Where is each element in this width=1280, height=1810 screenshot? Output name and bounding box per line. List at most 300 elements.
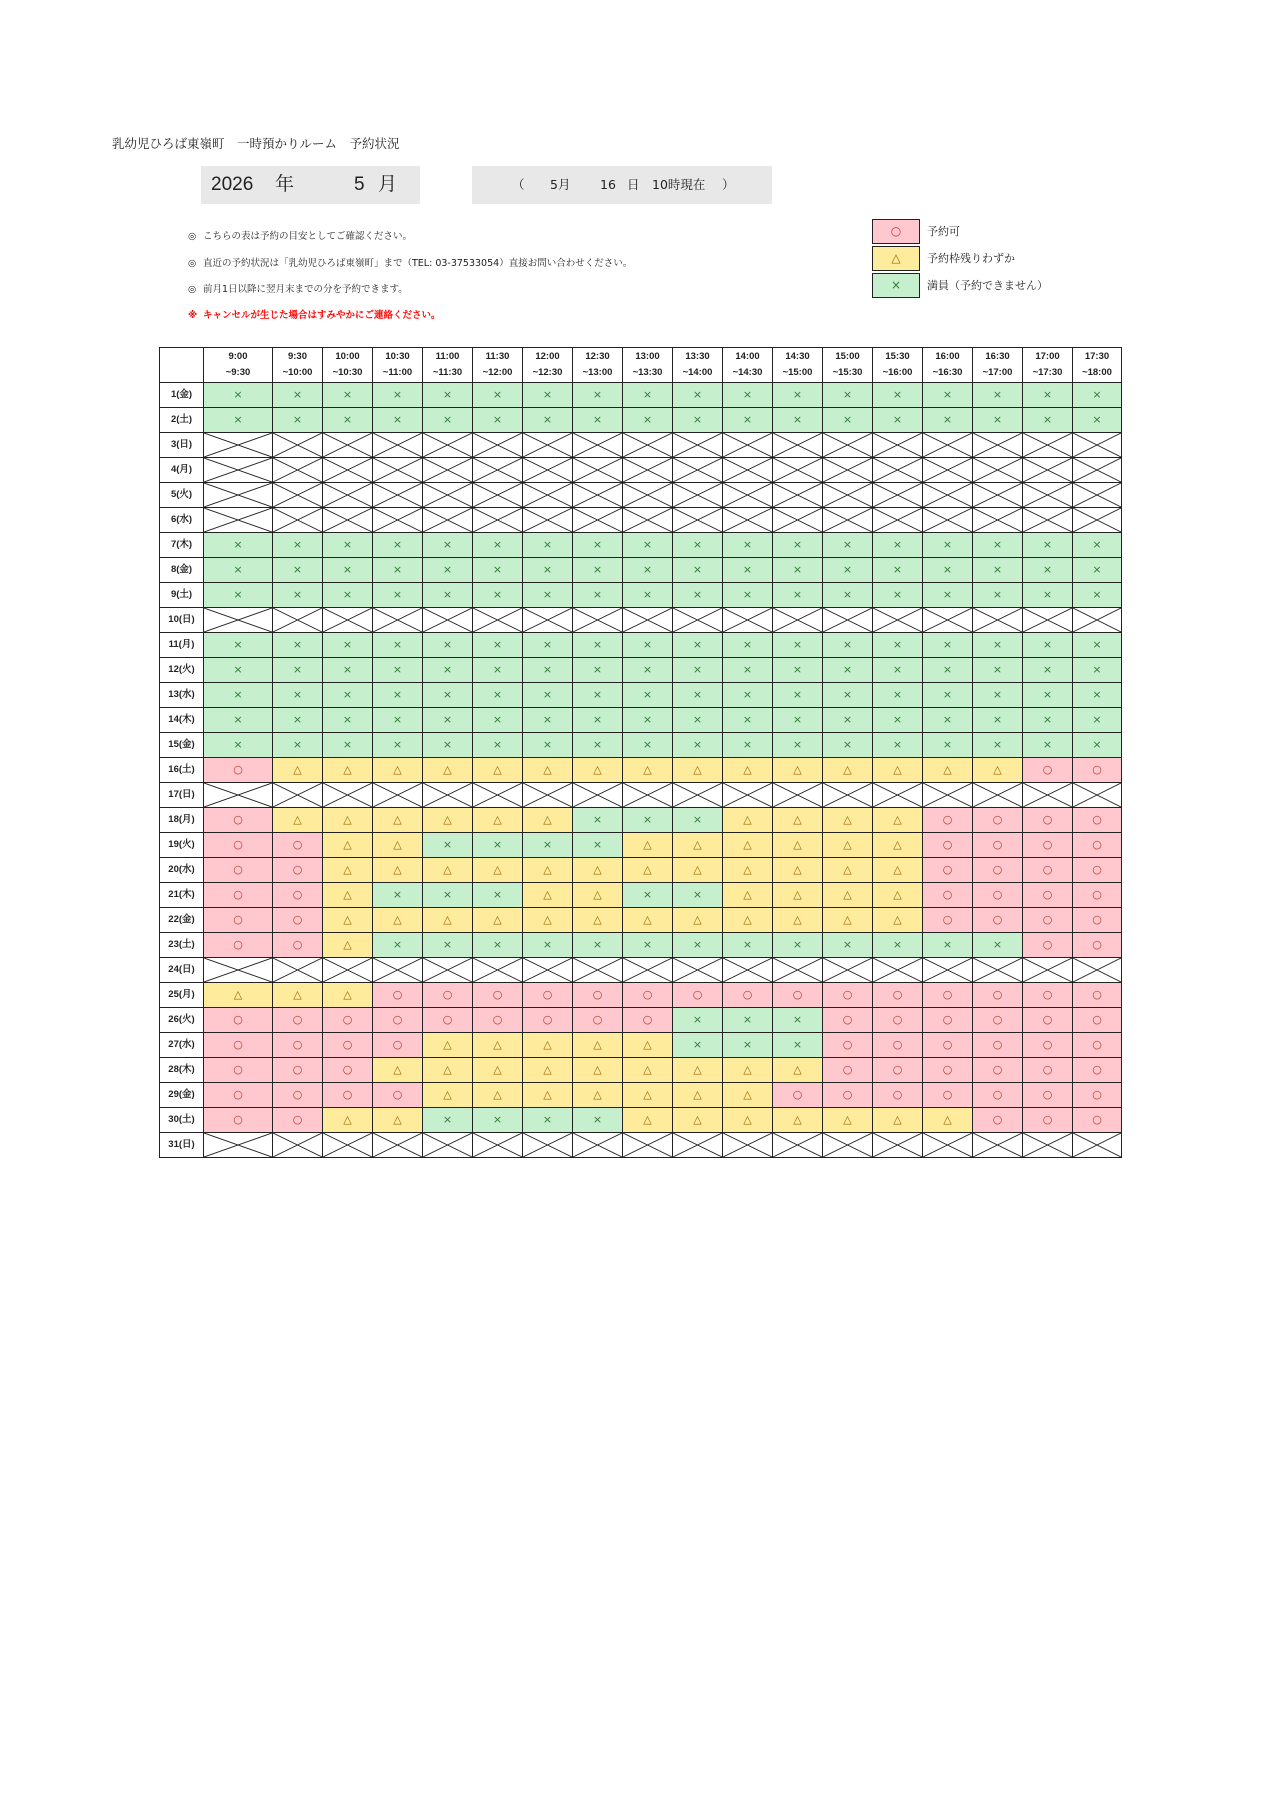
available-cell: ○: [823, 1058, 873, 1083]
closed-cell: [423, 608, 473, 633]
closed-cell: [923, 433, 973, 458]
few-left-cell: △: [573, 1083, 623, 1108]
full-cell: ×: [623, 583, 673, 608]
closed-cross-icon: [673, 958, 722, 982]
available-cell: ○: [1023, 1083, 1073, 1108]
closed-cell: [1023, 608, 1073, 633]
full-cell: ×: [523, 833, 573, 858]
available-cell: ○: [973, 1083, 1023, 1108]
closed-cell: [823, 1133, 873, 1158]
few-left-cell: △: [323, 808, 373, 833]
closed-cell: [1023, 458, 1073, 483]
day-label: 12(火): [160, 658, 204, 683]
full-cell: ×: [423, 708, 473, 733]
full-cell: ×: [573, 408, 623, 433]
available-cell: ○: [204, 833, 273, 858]
available-cell: ○: [273, 858, 323, 883]
few-left-cell: △: [823, 833, 873, 858]
closed-cross-icon: [623, 483, 672, 507]
time-slot-end: ~12:00: [482, 367, 513, 378]
few-left-cell: △: [573, 883, 623, 908]
full-cell: ×: [1073, 733, 1122, 758]
full-cell: ×: [723, 558, 773, 583]
full-cell: ×: [623, 733, 673, 758]
closed-cross-icon: [623, 958, 672, 982]
full-cell: ×: [1073, 558, 1122, 583]
month-value: 5: [354, 174, 365, 195]
full-cell: ×: [523, 558, 573, 583]
available-cell: ○: [323, 1033, 373, 1058]
closed-cell: [473, 1133, 523, 1158]
full-cell: ×: [723, 708, 773, 733]
full-cell: ×: [873, 658, 923, 683]
closed-cross-icon: [923, 783, 972, 807]
full-cell: ×: [204, 583, 273, 608]
full-cell: ×: [523, 633, 573, 658]
closed-cross-icon: [873, 1133, 922, 1157]
closed-cell: [204, 783, 273, 808]
full-cell: ×: [523, 933, 573, 958]
few-left-cell: △: [323, 883, 373, 908]
full-cell: ×: [873, 533, 923, 558]
closed-cell: [204, 958, 273, 983]
available-cell: ○: [973, 1008, 1023, 1033]
full-cell: ×: [823, 708, 873, 733]
few-left-cell: △: [823, 908, 873, 933]
available-cell: ○: [1023, 883, 1073, 908]
available-cell: ○: [1023, 983, 1073, 1008]
closed-cross-icon: [573, 458, 622, 482]
full-cell: ×: [973, 733, 1023, 758]
day-row: [160, 733, 1122, 758]
full-cell: ×: [423, 533, 473, 558]
available-cell: ○: [1073, 1008, 1122, 1033]
note-mark: ◎: [188, 284, 197, 295]
full-cell: ×: [923, 383, 973, 408]
closed-cell: [204, 1133, 273, 1158]
closed-cross-icon: [673, 458, 722, 482]
full-cell: ×: [973, 583, 1023, 608]
full-cell: ×: [423, 408, 473, 433]
closed-cell: [1023, 1133, 1073, 1158]
time-slot-end: ~14:00: [682, 367, 713, 378]
closed-cross-icon: [373, 608, 422, 632]
closed-cross-icon: [204, 433, 272, 457]
available-cell: ○: [204, 908, 273, 933]
day-row: [160, 508, 1122, 533]
few-left-cell: △: [323, 758, 373, 783]
available-cell: ○: [473, 1008, 523, 1033]
closed-cell: [873, 1133, 923, 1158]
full-cell: ×: [823, 933, 873, 958]
few-left-cell: △: [523, 1033, 573, 1058]
full-cell: ×: [823, 533, 873, 558]
closed-cross-icon: [373, 433, 422, 457]
time-slot-end: ~17:00: [982, 367, 1013, 378]
closed-cross-icon: [323, 1133, 372, 1157]
few-left-cell: △: [423, 1058, 473, 1083]
closed-cell: [204, 483, 273, 508]
closed-cross-icon: [1073, 608, 1121, 632]
closed-cell: [573, 483, 623, 508]
day-label: 26(火): [160, 1008, 204, 1033]
closed-cross-icon: [423, 508, 472, 532]
closed-cross-icon: [523, 508, 572, 532]
full-cell: ×: [573, 633, 623, 658]
closed-cell: [873, 958, 923, 983]
few-left-cell: △: [373, 758, 423, 783]
closed-cross-icon: [323, 783, 372, 807]
available-cell: ○: [923, 808, 973, 833]
closed-cell: [973, 483, 1023, 508]
full-cell: ×: [623, 708, 673, 733]
full-cell: ×: [204, 533, 273, 558]
time-slot-header: [423, 348, 473, 383]
closed-cell: [623, 433, 673, 458]
closed-cross-icon: [423, 783, 472, 807]
closed-cell: [523, 1133, 573, 1158]
full-cell: ×: [573, 558, 623, 583]
closed-cross-icon: [723, 958, 772, 982]
closed-cell: [823, 508, 873, 533]
closed-cell: [823, 483, 873, 508]
few-left-cell: △: [723, 858, 773, 883]
full-cell: ×: [1023, 533, 1073, 558]
day-label: 24(日): [160, 958, 204, 983]
note-text: 直近の予約状況は「乳幼児ひろば東嶺町」まで（TEL: 03-37533054）直接お問い合わせください。: [203, 258, 633, 269]
full-cell: ×: [873, 583, 923, 608]
closed-cross-icon: [1073, 508, 1121, 532]
full-cell: ×: [1073, 533, 1122, 558]
day-label: 16(土): [160, 758, 204, 783]
full-cell: ×: [923, 683, 973, 708]
closed-cross-icon: [773, 458, 822, 482]
full-cell: ×: [573, 683, 623, 708]
full-cell: ×: [423, 683, 473, 708]
closed-cell: [1073, 483, 1122, 508]
few-left-cell: △: [723, 1083, 773, 1108]
time-slot-header: [773, 348, 823, 383]
full-cell: ×: [573, 708, 623, 733]
available-cell: ○: [623, 1008, 673, 1033]
closed-cross-icon: [204, 1133, 272, 1157]
closed-cell: [204, 608, 273, 633]
available-cell: ○: [673, 983, 723, 1008]
closed-cross-icon: [573, 958, 622, 982]
closed-cell: [623, 483, 673, 508]
time-slot-start: 12:30: [585, 351, 610, 362]
time-slot-end: ~11:30: [432, 367, 463, 378]
year-label: 年: [275, 174, 295, 195]
available-cell: ○: [873, 1033, 923, 1058]
full-cell: ×: [673, 808, 723, 833]
few-left-cell: △: [323, 1108, 373, 1133]
closed-cell: [773, 508, 823, 533]
closed-cross-icon: [323, 483, 372, 507]
time-slot-start: 13:00: [635, 351, 660, 362]
full-cell: ×: [723, 658, 773, 683]
few-left-cell: △: [523, 808, 573, 833]
full-cell: ×: [623, 533, 673, 558]
closed-cross-icon: [273, 958, 322, 982]
legend-available-symbol: ○: [872, 219, 920, 244]
available-cell: ○: [1073, 1033, 1122, 1058]
few-left-cell: △: [723, 1058, 773, 1083]
full-cell: ×: [423, 583, 473, 608]
closed-cross-icon: [523, 1133, 572, 1157]
available-cell: ○: [623, 983, 673, 1008]
closed-cross-icon: [323, 608, 372, 632]
closed-cross-icon: [973, 433, 1022, 457]
available-cell: ○: [373, 983, 423, 1008]
closed-cell: [773, 1133, 823, 1158]
available-cell: ○: [204, 1108, 273, 1133]
closed-cross-icon: [973, 783, 1022, 807]
few-left-cell: △: [773, 883, 823, 908]
closed-cell: [423, 483, 473, 508]
closed-cell: [673, 458, 723, 483]
closed-cell: [973, 458, 1023, 483]
full-cell: ×: [673, 733, 723, 758]
closed-cell: [773, 483, 823, 508]
few-left-cell: △: [673, 1108, 723, 1133]
year-value: 2026: [211, 174, 254, 195]
closed-cell: [323, 608, 373, 633]
available-cell: ○: [923, 908, 973, 933]
full-cell: ×: [273, 408, 323, 433]
full-cell: ×: [473, 883, 523, 908]
day-label: 15(金): [160, 733, 204, 758]
full-cell: ×: [623, 658, 673, 683]
closed-cell: [923, 483, 973, 508]
full-cell: ×: [723, 1008, 773, 1033]
full-cell: ×: [973, 933, 1023, 958]
closed-cell: [673, 958, 723, 983]
closed-cell: [523, 433, 573, 458]
available-cell: ○: [823, 983, 873, 1008]
full-cell: ×: [773, 658, 823, 683]
day-label: 30(土): [160, 1108, 204, 1133]
few-left-cell: △: [673, 833, 723, 858]
full-cell: ×: [723, 533, 773, 558]
closed-cell: [423, 508, 473, 533]
few-left-cell: △: [323, 908, 373, 933]
few-left-cell: △: [373, 908, 423, 933]
closed-cross-icon: [773, 483, 822, 507]
day-row: [160, 833, 1122, 858]
available-cell: ○: [273, 1108, 323, 1133]
available-cell: ○: [923, 833, 973, 858]
time-slot-end: ~16:00: [882, 367, 913, 378]
day-row: [160, 408, 1122, 433]
full-cell: ×: [923, 408, 973, 433]
closed-cross-icon: [723, 508, 772, 532]
few-left-cell: △: [623, 833, 673, 858]
available-cell: ○: [1023, 758, 1073, 783]
day-row: [160, 633, 1122, 658]
closed-cell: [623, 1133, 673, 1158]
full-cell: ×: [204, 708, 273, 733]
full-cell: ×: [473, 408, 523, 433]
closed-cell: [573, 608, 623, 633]
closed-cross-icon: [473, 608, 522, 632]
closed-cross-icon: [923, 433, 972, 457]
full-cell: ×: [273, 633, 323, 658]
full-cell: ×: [573, 658, 623, 683]
closed-cell: [273, 1133, 323, 1158]
full-cell: ×: [273, 558, 323, 583]
available-cell: ○: [923, 1033, 973, 1058]
available-cell: ○: [273, 1033, 323, 1058]
full-cell: ×: [473, 383, 523, 408]
day-row: [160, 433, 1122, 458]
available-cell: ○: [204, 808, 273, 833]
full-cell: ×: [323, 683, 373, 708]
full-cell: ×: [204, 408, 273, 433]
closed-cell: [623, 508, 673, 533]
full-cell: ×: [1023, 658, 1073, 683]
full-cell: ×: [773, 533, 823, 558]
full-cell: ×: [673, 1008, 723, 1033]
closed-cell: [373, 783, 423, 808]
closed-cross-icon: [373, 483, 422, 507]
closed-cross-icon: [523, 483, 572, 507]
closed-cross-icon: [823, 458, 872, 482]
full-cell: ×: [673, 408, 723, 433]
closed-cross-icon: [873, 608, 922, 632]
time-slot-end: ~15:30: [832, 367, 863, 378]
closed-cross-icon: [923, 483, 972, 507]
full-cell: ×: [973, 683, 1023, 708]
full-cell: ×: [573, 533, 623, 558]
full-cell: ×: [923, 733, 973, 758]
full-cell: ×: [473, 708, 523, 733]
full-cell: ×: [473, 1108, 523, 1133]
closed-cell: [423, 783, 473, 808]
closed-cell: [473, 458, 523, 483]
few-left-cell: △: [773, 1108, 823, 1133]
closed-cross-icon: [204, 783, 272, 807]
time-slot-end: ~13:30: [632, 367, 663, 378]
day-label: 11(月): [160, 633, 204, 658]
note-3: [188, 281, 408, 295]
note-text: こちらの表は予約の目安としてご確認ください。: [203, 231, 413, 242]
full-cell: ×: [1023, 583, 1073, 608]
full-cell: ×: [323, 658, 373, 683]
full-cell: ×: [973, 383, 1023, 408]
few-left-cell: △: [623, 908, 673, 933]
closed-cell: [723, 958, 773, 983]
closed-cross-icon: [373, 508, 422, 532]
closed-cell: [623, 608, 673, 633]
full-cell: ×: [623, 683, 673, 708]
few-left-cell: △: [523, 758, 573, 783]
closed-cross-icon: [473, 1133, 522, 1157]
few-left-cell: △: [723, 883, 773, 908]
closed-cell: [673, 433, 723, 458]
full-cell: ×: [204, 683, 273, 708]
closed-cross-icon: [323, 458, 372, 482]
note-mark: ◎: [188, 258, 197, 269]
closed-cross-icon: [923, 1133, 972, 1157]
closed-cross-icon: [723, 483, 772, 507]
available-cell: ○: [1023, 808, 1073, 833]
closed-cell: [573, 458, 623, 483]
few-left-cell: △: [723, 758, 773, 783]
closed-cross-icon: [1073, 1133, 1121, 1157]
closed-cross-icon: [773, 783, 822, 807]
closed-cell: [204, 458, 273, 483]
closed-cell: [204, 433, 273, 458]
full-cell: ×: [204, 633, 273, 658]
few-left-cell: △: [573, 858, 623, 883]
closed-cell: [773, 958, 823, 983]
closed-cross-icon: [1073, 433, 1121, 457]
full-cell: ×: [823, 583, 873, 608]
available-cell: ○: [323, 1058, 373, 1083]
closed-cross-icon: [204, 458, 272, 482]
closed-cell: [473, 608, 523, 633]
few-left-cell: △: [273, 983, 323, 1008]
full-cell: ×: [523, 408, 573, 433]
few-left-cell: △: [623, 758, 673, 783]
day-row: [160, 683, 1122, 708]
full-cell: ×: [673, 658, 723, 683]
full-cell: ×: [823, 383, 873, 408]
available-cell: ○: [1073, 808, 1122, 833]
time-slot-header: [373, 348, 423, 383]
full-cell: ×: [823, 733, 873, 758]
full-cell: ×: [1073, 408, 1122, 433]
closed-cell: [323, 508, 373, 533]
few-left-cell: △: [773, 758, 823, 783]
full-cell: ×: [523, 533, 573, 558]
full-cell: ×: [673, 583, 723, 608]
available-cell: ○: [273, 1058, 323, 1083]
closed-cross-icon: [423, 483, 472, 507]
full-cell: ×: [823, 408, 873, 433]
day-row: [160, 383, 1122, 408]
full-cell: ×: [773, 383, 823, 408]
closed-cell: [723, 433, 773, 458]
few-left-cell: △: [823, 883, 873, 908]
closed-cross-icon: [1073, 483, 1121, 507]
closed-cross-icon: [1023, 483, 1072, 507]
closed-cell: [973, 608, 1023, 633]
full-cell: ×: [573, 933, 623, 958]
full-cell: ×: [523, 683, 573, 708]
full-cell: ×: [1073, 708, 1122, 733]
time-slot-header: [1023, 348, 1073, 383]
available-cell: ○: [923, 1058, 973, 1083]
full-cell: ×: [923, 558, 973, 583]
few-left-cell: △: [873, 758, 923, 783]
day-label: 7(木): [160, 533, 204, 558]
full-cell: ×: [323, 583, 373, 608]
full-cell: ×: [973, 633, 1023, 658]
closed-cross-icon: [473, 433, 522, 457]
closed-cell: [573, 783, 623, 808]
full-cell: ×: [473, 558, 523, 583]
day-label: 9(土): [160, 583, 204, 608]
available-cell: ○: [1073, 1108, 1122, 1133]
closed-cross-icon: [323, 433, 372, 457]
full-cell: ×: [623, 408, 673, 433]
closed-cross-icon: [273, 458, 322, 482]
time-slot-header: [873, 348, 923, 383]
time-slot-header: [723, 348, 773, 383]
full-cell: ×: [773, 1008, 823, 1033]
